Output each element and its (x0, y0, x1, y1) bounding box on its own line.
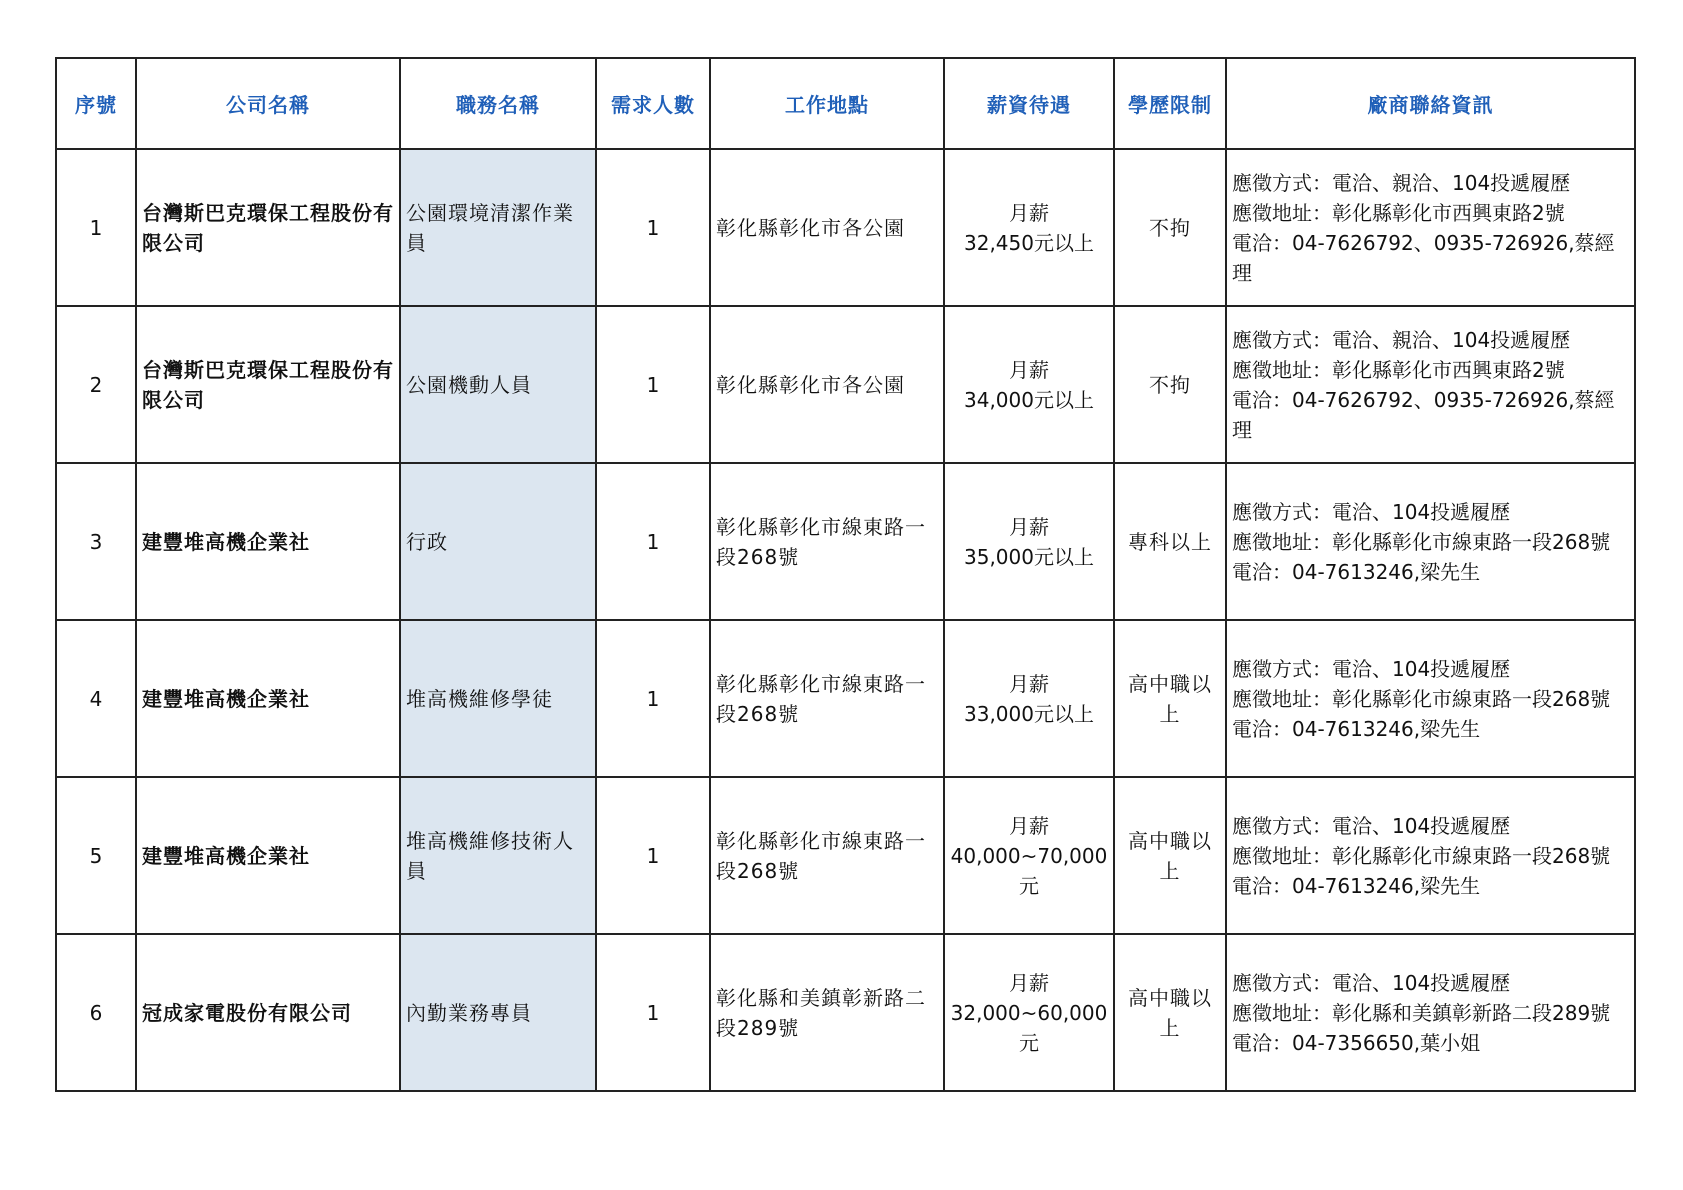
header-count: 需求人數 (596, 58, 710, 149)
row-number: 2 (56, 306, 136, 463)
contact-cell (1226, 463, 1635, 620)
company-name: 建豐堆高機企業社 (136, 463, 400, 620)
position-name: 堆高機維修技術人員 (400, 777, 596, 934)
apply-method: 應徵方式：電洽、親洽、104投遞履歷 (1232, 170, 1571, 195)
apply-address: 應徵地址：彰化縣和美鎮彰新路二段289號 (1232, 1000, 1611, 1025)
contact-cell (1226, 934, 1635, 1091)
position-name: 內勤業務專員 (400, 934, 596, 1091)
salary-cell (944, 463, 1114, 620)
row-number: 6 (56, 934, 136, 1091)
apply-method: 應徵方式：電洽、104投遞履歷 (1232, 813, 1511, 838)
contact-cell (1226, 306, 1635, 463)
salary-cell (944, 306, 1114, 463)
contact-cell (1226, 149, 1635, 306)
contact-cell (1226, 777, 1635, 934)
company-name: 建豐堆高機企業社 (136, 620, 400, 777)
company-name: 台灣斯巴克環保工程股份有限公司 (136, 306, 400, 463)
header-company: 公司名稱 (136, 58, 400, 149)
apply-method: 應徵方式：電洽、親洽、104投遞履歷 (1232, 327, 1571, 352)
headcount: 1 (596, 620, 710, 777)
salary-amount: 40,000~70,000元 (950, 843, 1108, 898)
row-number: 4 (56, 620, 136, 777)
salary-label: 月薪 (1009, 357, 1049, 382)
row-number: 1 (56, 149, 136, 306)
headcount: 1 (596, 306, 710, 463)
apply-address: 應徵地址：彰化縣彰化市線東路一段268號 (1232, 686, 1611, 711)
salary-amount: 35,000元以上 (964, 544, 1094, 569)
table-row (56, 620, 1635, 777)
apply-address: 應徵地址：彰化縣彰化市西興東路2號 (1232, 357, 1565, 382)
salary-amount: 32,450元以上 (964, 230, 1094, 255)
salary-label: 月薪 (1009, 671, 1049, 696)
salary-label: 月薪 (1009, 970, 1049, 995)
salary-cell (944, 777, 1114, 934)
work-location: 彰化縣彰化市線東路一段268號 (710, 777, 944, 934)
work-location: 彰化縣彰化市線東路一段268號 (710, 463, 944, 620)
headcount: 1 (596, 463, 710, 620)
headcount: 1 (596, 934, 710, 1091)
work-location: 彰化縣和美鎮彰新路二段289號 (710, 934, 944, 1091)
table-row (56, 149, 1635, 306)
contact-phone: 電洽：04-7613246,梁先生 (1232, 873, 1481, 898)
position-name: 公園環境清潔作業員 (400, 149, 596, 306)
education-requirement: 高中職以上 (1114, 777, 1226, 934)
job-listing-table (55, 57, 1636, 1092)
work-location: 彰化縣彰化市各公園 (710, 149, 944, 306)
apply-address: 應徵地址：彰化縣彰化市線東路一段268號 (1232, 843, 1611, 868)
contact-cell (1226, 620, 1635, 777)
header-salary: 薪資待遇 (944, 58, 1114, 149)
row-number: 5 (56, 777, 136, 934)
work-location: 彰化縣彰化市各公園 (710, 306, 944, 463)
company-name: 建豐堆高機企業社 (136, 777, 400, 934)
education-requirement: 高中職以上 (1114, 934, 1226, 1091)
education-requirement: 不拘 (1114, 306, 1226, 463)
table-row (56, 463, 1635, 620)
work-location: 彰化縣彰化市線東路一段268號 (710, 620, 944, 777)
position-name: 堆高機維修學徒 (400, 620, 596, 777)
header-no: 序號 (56, 58, 136, 149)
contact-phone: 電洽：04-7613246,梁先生 (1232, 716, 1481, 741)
table-row (56, 934, 1635, 1091)
position-name: 公園機動人員 (400, 306, 596, 463)
contact-phone: 電洽：04-7613246,梁先生 (1232, 559, 1481, 584)
salary-amount: 32,000~60,000元 (950, 1000, 1108, 1055)
salary-label: 月薪 (1009, 813, 1049, 838)
table-row (56, 306, 1635, 463)
salary-label: 月薪 (1009, 200, 1049, 225)
table-row (56, 777, 1635, 934)
education-requirement: 不拘 (1114, 149, 1226, 306)
headcount: 1 (596, 149, 710, 306)
header-education: 學歷限制 (1114, 58, 1226, 149)
salary-cell (944, 620, 1114, 777)
education-requirement: 專科以上 (1114, 463, 1226, 620)
salary-cell (944, 149, 1114, 306)
headcount: 1 (596, 777, 710, 934)
header-location: 工作地點 (710, 58, 944, 149)
apply-method: 應徵方式：電洽、104投遞履歷 (1232, 656, 1511, 681)
contact-phone: 電洽：04-7626792、0935-726926,蔡經理 (1232, 230, 1615, 285)
contact-phone: 電洽：04-7626792、0935-726926,蔡經理 (1232, 387, 1615, 442)
table-header-row (56, 58, 1635, 149)
company-name: 冠成家電股份有限公司 (136, 934, 400, 1091)
salary-cell (944, 934, 1114, 1091)
company-name: 台灣斯巴克環保工程股份有限公司 (136, 149, 400, 306)
header-position: 職務名稱 (400, 58, 596, 149)
row-number: 3 (56, 463, 136, 620)
header-contact: 廠商聯絡資訊 (1226, 58, 1635, 149)
position-name: 行政 (400, 463, 596, 620)
apply-address: 應徵地址：彰化縣彰化市西興東路2號 (1232, 200, 1565, 225)
education-requirement: 高中職以上 (1114, 620, 1226, 777)
apply-method: 應徵方式：電洽、104投遞履歷 (1232, 970, 1511, 995)
contact-phone: 電洽：04-7356650,葉小姐 (1232, 1030, 1481, 1055)
salary-amount: 33,000元以上 (964, 701, 1094, 726)
salary-amount: 34,000元以上 (964, 387, 1094, 412)
salary-label: 月薪 (1009, 514, 1049, 539)
apply-method: 應徵方式：電洽、104投遞履歷 (1232, 499, 1511, 524)
apply-address: 應徵地址：彰化縣彰化市線東路一段268號 (1232, 529, 1611, 554)
